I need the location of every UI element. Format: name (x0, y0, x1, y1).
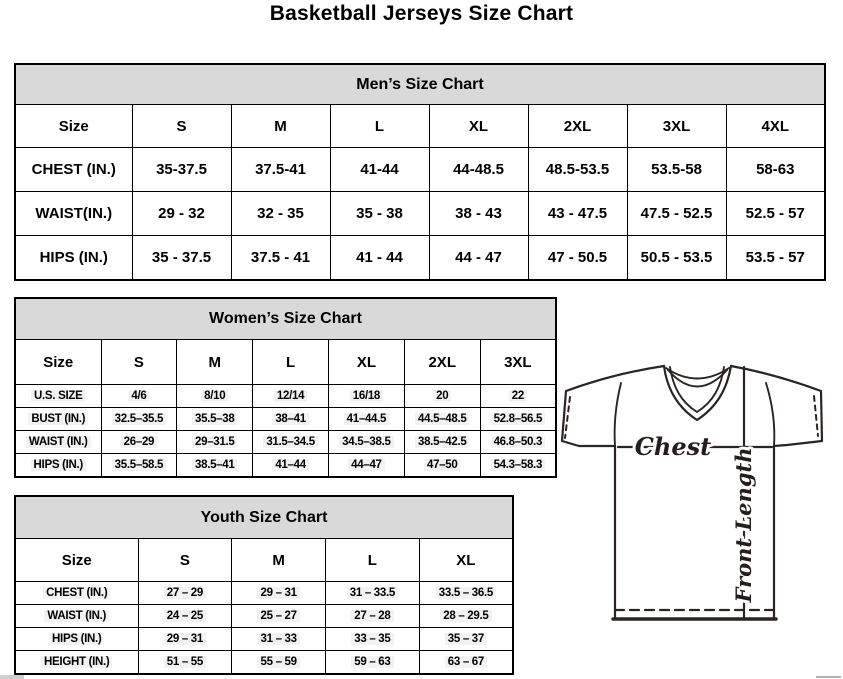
column-header: 2XL (404, 340, 480, 385)
column-header: L (253, 340, 329, 385)
row-label: CHEST (IN.) (15, 148, 132, 192)
jersey-measurement-diagram (557, 353, 843, 655)
table-cell: 41–44.5 (328, 408, 404, 431)
table-cell: 44.5–48.5 (404, 408, 480, 431)
column-header: XL (419, 539, 513, 582)
table-cell: 41 - 44 (330, 236, 429, 281)
table-cell: 35-37.5 (132, 148, 231, 192)
table-cell: 63 – 67 (419, 651, 513, 675)
page-title: Basketball Jerseys Size Chart (269, 2, 574, 25)
table-row (15, 582, 513, 605)
table-cell: 58-63 (726, 148, 825, 192)
table-cell: 46.8–50.3 (480, 431, 556, 454)
jersey-armhole-seam-right (766, 383, 774, 446)
table-cell: 32 - 35 (231, 192, 330, 236)
table-cell: 34.5–38.5 (328, 431, 404, 454)
table-cell: 24 – 25 (138, 605, 232, 628)
column-header: XL (328, 340, 404, 385)
row-label: WAIST (IN.) (15, 431, 101, 454)
row-label: WAIST (IN.) (15, 605, 138, 628)
row-label: HIPS (IN.) (15, 236, 132, 281)
column-header: M (231, 105, 330, 148)
mens-table-title: Men’s Size Chart (15, 64, 825, 105)
table-cell: 53.5 - 57 (726, 236, 825, 281)
column-header: 4XL (726, 105, 825, 148)
row-label: CHEST (IN.) (15, 582, 138, 605)
column-header: S (132, 105, 231, 148)
column-header: L (326, 539, 420, 582)
table-cell: 59 – 63 (326, 651, 420, 675)
table-cell: 35 - 37.5 (132, 236, 231, 281)
table-cell: 37.5-41 (231, 148, 330, 192)
youth-table-title: Youth Size Chart (15, 496, 513, 539)
table-row (15, 454, 556, 478)
table-cell: 38 - 43 (429, 192, 528, 236)
column-header: Size (15, 539, 138, 582)
jersey-cuff-dashes-right (814, 396, 818, 436)
table-cell: 31 – 33 (232, 628, 326, 651)
table-cell: 51 – 55 (138, 651, 232, 675)
table-cell: 26–29 (101, 431, 177, 454)
table-cell: 41–44 (253, 454, 329, 478)
column-header: Size (15, 340, 101, 385)
table-cell: 31 – 33.5 (326, 582, 420, 605)
row-label: BUST (IN.) (15, 408, 101, 431)
column-header: M (232, 539, 326, 582)
row-label: HIPS (IN.) (15, 628, 138, 651)
table-cell: 44-48.5 (429, 148, 528, 192)
table-cell: 35.5–58.5 (101, 454, 177, 478)
table-cell: 33 – 35 (326, 628, 420, 651)
table-cell: 52.5 - 57 (726, 192, 825, 236)
front-length-measure-label: Front Length (731, 447, 756, 603)
table-cell: 54.3–58.3 (480, 454, 556, 478)
jersey-armhole-seam-left (615, 383, 621, 446)
table-cell: 29 – 31 (232, 582, 326, 605)
table-cell: 27 – 29 (138, 582, 232, 605)
table-cell: 43 - 47.5 (528, 192, 627, 236)
table-cell: 22 (480, 385, 556, 408)
table-cell: 27 – 28 (326, 605, 420, 628)
table-cell: 4/6 (101, 385, 177, 408)
row-label: U.S. SIZE (15, 385, 101, 408)
table-cell: 8/10 (177, 385, 253, 408)
chest-measure-label: Chest (634, 432, 712, 461)
column-header: Size (15, 105, 132, 148)
table-cell: 29 - 32 (132, 192, 231, 236)
table-cell: 35 – 37 (419, 628, 513, 651)
table-cell: 35 - 38 (330, 192, 429, 236)
table-cell: 29–31.5 (177, 431, 253, 454)
table-cell: 52.8–56.5 (480, 408, 556, 431)
table-row (15, 431, 556, 454)
column-header: L (330, 105, 429, 148)
table-row (15, 385, 556, 408)
table-cell: 47.5 - 52.5 (627, 192, 726, 236)
table-cell: 41-44 (330, 148, 429, 192)
column-header: 2XL (528, 105, 627, 148)
column-header: 3XL (480, 340, 556, 385)
table-cell: 28 – 29.5 (419, 605, 513, 628)
column-header: S (101, 340, 177, 385)
table-cell: 16/18 (328, 385, 404, 408)
womens-table-title: Women’s Size Chart (15, 298, 556, 340)
row-label: HEIGHT (IN.) (15, 651, 138, 675)
table-cell: 53.5-58 (627, 148, 726, 192)
mens-header-row (15, 105, 825, 148)
table-row (15, 408, 556, 431)
table-cell: 48.5-53.5 (528, 148, 627, 192)
table-cell: 44–47 (328, 454, 404, 478)
mens-size-table (14, 63, 826, 281)
table-cell: 31.5–34.5 (253, 431, 329, 454)
column-header: XL (429, 105, 528, 148)
row-label: HIPS (IN.) (15, 454, 101, 478)
row-label: WAIST(IN.) (15, 192, 132, 236)
table-cell: 37.5 - 41 (231, 236, 330, 281)
column-header: 3XL (627, 105, 726, 148)
table-row (15, 148, 825, 192)
table-cell: 38.5–42.5 (404, 431, 480, 454)
table-row (15, 628, 513, 651)
column-header: S (138, 539, 232, 582)
table-cell: 25 – 27 (232, 605, 326, 628)
table-cell: 38–41 (253, 408, 329, 431)
table-cell: 29 – 31 (138, 628, 232, 651)
table-cell: 20 (404, 385, 480, 408)
table-cell: 32.5–35.5 (101, 408, 177, 431)
jersey-outline (562, 366, 822, 619)
table-row (15, 192, 825, 236)
horizontal-scrollbar-fragment-left[interactable] (0, 675, 24, 679)
column-header: M (177, 340, 253, 385)
table-cell: 33.5 – 36.5 (419, 582, 513, 605)
table-cell: 35.5–38 (177, 408, 253, 431)
womens-header-row (15, 340, 556, 385)
table-cell: 47–50 (404, 454, 480, 478)
table-cell: 47 - 50.5 (528, 236, 627, 281)
youth-header-row (15, 539, 513, 582)
horizontal-scrollbar-fragment-right[interactable] (816, 676, 841, 678)
table-row (15, 605, 513, 628)
table-cell: 55 – 59 (232, 651, 326, 675)
womens-size-table (14, 297, 557, 478)
table-row (15, 236, 825, 281)
table-cell: 38.5–41 (177, 454, 253, 478)
table-row (15, 651, 513, 675)
table-cell: 12/14 (253, 385, 329, 408)
table-cell: 50.5 - 53.5 (627, 236, 726, 281)
youth-size-table (14, 495, 514, 675)
table-cell: 44 - 47 (429, 236, 528, 281)
